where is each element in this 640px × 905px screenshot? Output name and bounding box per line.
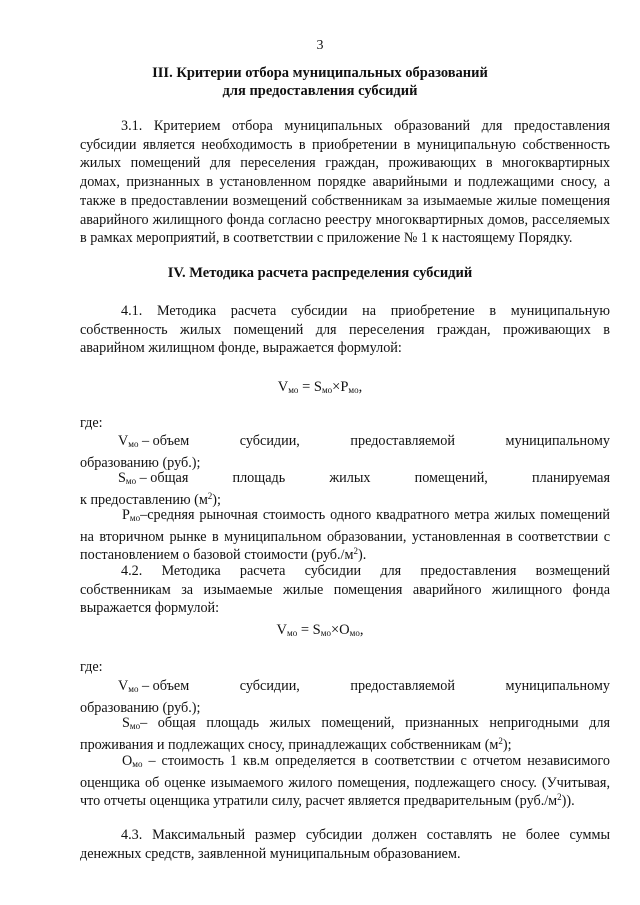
def-v1-w2: субсидии, <box>239 433 300 449</box>
def-s1-w4: помещений, <box>414 470 488 486</box>
section3-heading-line1: III. Критерии отбора муниципальных образований <box>152 65 488 81</box>
def-s1-end: ); <box>212 491 221 508</box>
def-v2-continuation: образованию (руб.); <box>80 699 201 716</box>
formula1-eq: = <box>298 379 314 395</box>
formula2-times: × <box>330 622 340 638</box>
def-p1-text: –средняя рыночная стоимость одного квадратного метра жилых помещений на вторичном рынке в муниципальном образовании, установленная в соответствии с постановлением о базовой стоимости (руб./м <box>80 507 610 564</box>
def-s1-w2: площадь <box>232 470 286 486</box>
def-s2-sub: мо <box>129 721 141 731</box>
def-v1-w4: муниципальному <box>505 433 610 449</box>
def-v1-w3: предоставляемой <box>350 433 455 449</box>
paragraph-3-1: 3.1. Критерием отбора муниципальных образований для предоставления субсидии является необходимость в приобретении в муниципальную собственность жилых помещений для переселения граждан, проживающих в многоквартирных домах, признанных в установленном порядке аварийными и подлежащими сносу, а также в предоставлении возмещений собственникам за изымаемые жилые помещения аварийного жилищного фонда согласно реестру многоквартирных домов, расселяемых в рамках мероприятий, в соответствии с приложение № 1 к настоящему Порядку. <box>80 118 610 247</box>
formula1-v-sub: мо <box>288 385 299 395</box>
def-v2-w1: – объем <box>142 678 190 694</box>
def-v1-continuation: образованию (руб.); <box>80 454 201 471</box>
formula2-s-sub: мо <box>320 628 331 638</box>
def-v2-w2: субсидии, <box>239 678 300 694</box>
def-v1-sub: мо <box>128 439 139 449</box>
where-label-2: где: <box>80 659 103 675</box>
def-p1-sup: 2 <box>353 546 358 557</box>
definition-o-2 <box>80 752 610 811</box>
def-s1-w5: планируемая <box>532 470 610 486</box>
section3-heading-line2: для предоставления субсидий <box>222 83 418 99</box>
formula-1 <box>0 379 640 396</box>
def-v2-symbol: V <box>118 678 129 694</box>
def-s1-symbol: S <box>118 470 126 486</box>
def-v1-symbol: V <box>118 433 129 449</box>
formula1-times: × <box>332 379 341 395</box>
formula1-p: P <box>340 379 349 395</box>
def-o2-text: – стоимость 1 кв.м определяется в соответствии с отчетом независимого оценщика об оценке изымаемого жилого помещения, подлежащего сносу. (Учитывая, что отчеты оценщика утратили силу, расчет является предварительным (руб./м <box>80 753 610 810</box>
paragraph-4-3: 4.3. Максимальный размер субсидии должен составлять не более суммы денежных средств, заявленной муниципальным образованием. <box>80 827 610 862</box>
formula2-o-sub: мо <box>349 628 360 638</box>
formula2-s: S <box>312 622 321 638</box>
def-p1-symbol: P <box>122 507 130 523</box>
formula2-eq: = <box>297 622 313 638</box>
formula2-v-sub: мо <box>287 628 298 638</box>
def-s2-sup: 2 <box>498 735 503 746</box>
def-s2-end: ); <box>502 736 512 753</box>
formula1-s: S <box>313 379 322 395</box>
def-v2-w3: предоставляемой <box>350 678 455 694</box>
formula-2 <box>0 622 640 639</box>
formula2-o: O <box>339 622 350 638</box>
def-s1-continuation: к предоставлению (м <box>80 491 208 508</box>
formula1-tail: , <box>358 379 363 395</box>
def-o2-sub: мо <box>132 759 143 769</box>
formula1-s-sub: мо <box>321 385 333 395</box>
where-label-1: где: <box>80 415 103 431</box>
def-s2-symbol: S <box>122 715 130 731</box>
def-v1-w1: – объем <box>142 433 190 449</box>
definition-p-1 <box>80 506 610 565</box>
formula1-v: V <box>277 379 289 395</box>
def-s1-sup: 2 <box>207 490 213 501</box>
def-o2-sup: 2 <box>557 792 562 803</box>
def-p1-end: ). <box>357 547 367 564</box>
def-o2-end: )). <box>561 793 575 810</box>
formula2-v: V <box>276 622 288 638</box>
def-o2-symbol: O <box>122 753 133 769</box>
def-v2-sub: мо <box>128 684 139 694</box>
def-s1-w1: – общая <box>139 470 189 486</box>
def-s1-sub: мо <box>125 476 137 486</box>
definition-v-1 <box>80 432 610 472</box>
paragraph-4-1: 4.1. Методика расчета субсидии на приобретение в муниципальную собственность жилых помещений для переселения граждан, проживающих в аварийном жилищном фонде, выражается формулой: <box>80 303 610 357</box>
section4-heading: IV. Методика расчета распределения субсидий <box>167 265 473 281</box>
definition-s-1 <box>80 469 610 509</box>
paragraph-4-2: 4.2. Методика расчета субсидии для предоставления возмещений собственникам за изымаемые жилые помещения аварийного жилищного фонда выражается формулой: <box>80 563 610 617</box>
page-number: 3 <box>316 38 324 53</box>
def-s1-w3: жилых <box>329 470 371 486</box>
def-s2-text: – общая площадь жилых помещений, признанных непригодными для проживания и подлежащих сносу, принадлежащих собственникам (м <box>80 715 610 753</box>
definition-v-2 <box>80 677 610 717</box>
def-v2-w4: муниципальному <box>505 678 610 694</box>
def-p1-sub: мо <box>129 513 141 523</box>
definition-s-2 <box>80 714 610 754</box>
formula1-p-sub: мо <box>348 385 359 395</box>
formula2-tail: , <box>359 622 364 638</box>
